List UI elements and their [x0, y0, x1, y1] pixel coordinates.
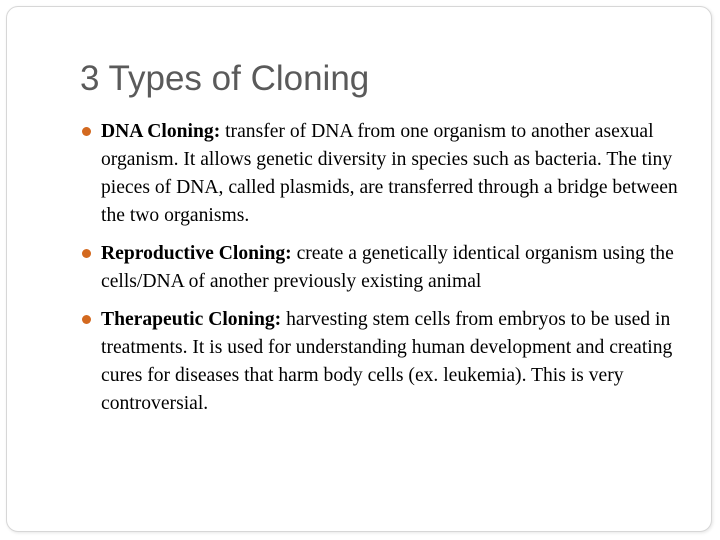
bullet-item-dna-cloning: [80, 118, 680, 230]
bullet-dot-icon: [82, 249, 91, 258]
bullet-term: DNA Cloning:: [101, 121, 221, 142]
bullet-term: Reproductive Cloning:: [101, 243, 292, 264]
bullet-text: transfer of DNA from one organism to another asexual organism. It allows genetic diversity in species such as bacteria. The tiny pieces of DNA, called plasmids, are transferred through a bridge between the two organisms.: [101, 121, 678, 226]
bullet-dot-icon: [82, 127, 91, 136]
slide-title: 3 Types of Cloning: [80, 59, 370, 98]
bullet-text: harvesting stem cells from embryos to be used in treatments. It is used for understanding human development and creating cures for diseases that harm body cells (ex. leukemia). This is very controversial.: [101, 309, 673, 414]
bullet-dot-icon: [82, 315, 91, 324]
bullet-item-reproductive-cloning: [80, 240, 680, 296]
bullet-item-therapeutic-cloning: [80, 306, 680, 418]
bullet-list: [80, 118, 680, 428]
bullet-text: create a genetically identical organism using the cells/DNA of another previously existing animal: [101, 243, 674, 292]
bullet-term: Therapeutic Cloning:: [101, 309, 282, 330]
